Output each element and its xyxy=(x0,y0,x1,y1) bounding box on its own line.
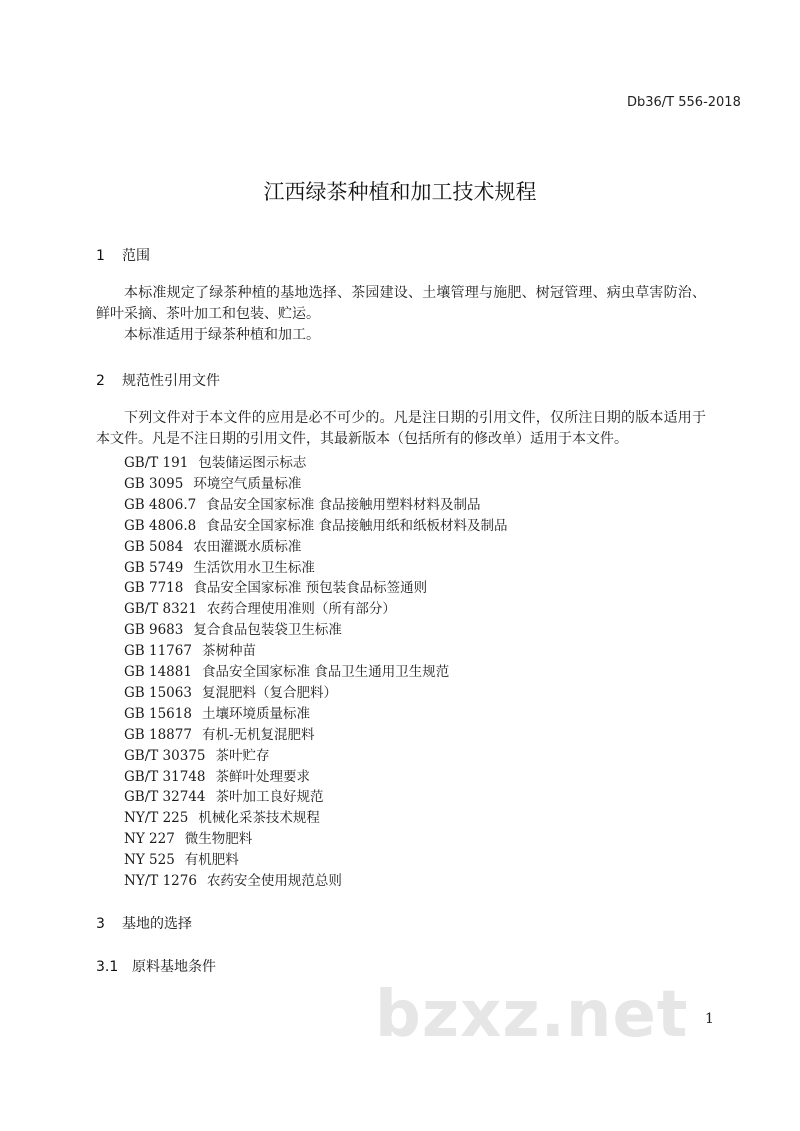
reference-code: GB 9683 xyxy=(124,622,184,639)
reference-item xyxy=(124,787,324,808)
reference-title: 复混肥料（复合肥料） xyxy=(201,684,337,701)
reference-item xyxy=(124,704,310,725)
reference-code: GB 4806.8 xyxy=(124,517,197,534)
reference-title: 茶树种苗 xyxy=(201,643,256,660)
section-number: 2 xyxy=(96,373,105,389)
reference-code: GB/T 30375 xyxy=(124,747,206,764)
reference-title: 包装储运图示标志 xyxy=(198,455,307,471)
reference-code: GB 7718 xyxy=(124,580,184,597)
reference-title: 土壤环境质量标准 xyxy=(201,705,310,722)
reference-title: 农药安全使用规范总则 xyxy=(206,873,342,889)
reference-item xyxy=(124,516,508,537)
reference-title: 环境空气质量标准 xyxy=(193,475,302,492)
section-title: 基地的选择 xyxy=(122,916,192,932)
reference-item xyxy=(124,599,396,620)
reference-title: 食品安全国家标准 食品接触用塑料材料及制品 xyxy=(206,496,481,513)
section-title: 规范性引用文件 xyxy=(122,373,220,389)
reference-code: GB 18877 xyxy=(124,726,192,743)
reference-code: GB/T 32744 xyxy=(124,789,206,806)
section-3-1-heading xyxy=(96,956,216,976)
reference-title: 微生物肥料 xyxy=(184,831,253,848)
reference-item xyxy=(124,808,320,829)
section-number: 1 xyxy=(96,248,105,264)
reference-item xyxy=(124,662,449,683)
reference-item xyxy=(124,850,239,871)
watermark: bzxz.net xyxy=(375,978,689,1052)
reference-item xyxy=(124,829,252,850)
reference-item xyxy=(124,641,256,662)
reference-title: 食品安全国家标准 食品接触用纸和纸板材料及制品 xyxy=(206,517,508,534)
reference-title: 有机-无机复混肥料 xyxy=(201,726,315,743)
reference-code: GB/T 8321 xyxy=(124,601,197,618)
reference-item xyxy=(124,558,315,579)
reference-code: GB 14881 xyxy=(124,664,192,680)
reference-code: NY/T 1276 xyxy=(124,873,197,889)
section-3-heading xyxy=(96,913,192,933)
reference-title: 复合食品包装袋卫生标准 xyxy=(193,622,342,639)
section-1-paragraph-1: 本标准规定了绿茶种植的基地选择、茶园建设、土壤管理与施肥、树冠管理、病虫草害防治、鲜叶采摘、茶叶加工和包装、贮运。 xyxy=(96,285,706,322)
reference-item xyxy=(124,537,301,558)
reference-code: GB/T 31748 xyxy=(124,768,206,785)
reference-item xyxy=(124,767,310,788)
reference-title: 农田灌溉水质标准 xyxy=(193,538,302,555)
reference-title: 农药合理使用准则（所有部分） xyxy=(206,601,396,618)
reference-item xyxy=(124,453,306,474)
reference-item xyxy=(124,683,337,704)
reference-code: GB/T 191 xyxy=(124,455,189,471)
reference-title: 有机肥料 xyxy=(184,852,239,869)
reference-code: NY 227 xyxy=(124,831,175,848)
reference-item xyxy=(124,474,301,495)
section-1-heading xyxy=(96,245,150,265)
reference-code: GB 3095 xyxy=(124,475,184,492)
subsection-number: 3.1 xyxy=(96,959,119,975)
reference-title: 茶叶加工良好规范 xyxy=(215,789,324,806)
reference-title: 机械化采茶技术规程 xyxy=(198,810,320,827)
reference-title: 茶叶贮存 xyxy=(215,747,270,764)
section-2-intro: 下列文件对于本文件的应用是必不可少的。凡是注日期的引用文件，仅所注日期的版本适用于本文件。凡是不注日期的引用文件，其最新版本（包括所有的修改单）适用于本文件。 xyxy=(96,410,706,447)
reference-code: GB 15063 xyxy=(124,684,192,701)
subsection-title: 原料基地条件 xyxy=(132,959,216,975)
reference-item xyxy=(124,725,315,746)
reference-title: 茶鲜叶处理要求 xyxy=(215,768,310,785)
reference-title: 食品安全国家标准 预包装食品标签通则 xyxy=(193,580,428,597)
reference-code: GB 11767 xyxy=(124,643,192,660)
document-title: 江西绿茶种植和加工技术规程 xyxy=(263,180,537,204)
section-title: 范围 xyxy=(122,248,150,264)
reference-code: GB 5749 xyxy=(124,559,184,576)
reference-code: NY/T 225 xyxy=(124,810,189,827)
reference-item xyxy=(124,495,481,516)
reference-title: 食品安全国家标准 食品卫生通用卫生规范 xyxy=(201,664,450,680)
page-number: 1 xyxy=(705,1011,714,1027)
section-2-heading xyxy=(96,370,220,390)
reference-item xyxy=(124,871,342,892)
reference-code: GB 5084 xyxy=(124,538,184,555)
document-code: Db36/T 556-2018 xyxy=(627,95,741,110)
reference-code: NY 525 xyxy=(124,852,175,869)
reference-item xyxy=(124,620,342,641)
reference-title: 生活饮用水卫生标准 xyxy=(193,559,315,576)
reference-item xyxy=(124,746,270,767)
reference-code: GB 4806.7 xyxy=(124,496,197,513)
section-1-paragraph-2: 本标准适用于绿茶种植和加工。 xyxy=(124,327,320,343)
reference-code: GB 15618 xyxy=(124,705,192,722)
reference-item xyxy=(124,578,427,599)
section-number: 3 xyxy=(96,916,105,932)
